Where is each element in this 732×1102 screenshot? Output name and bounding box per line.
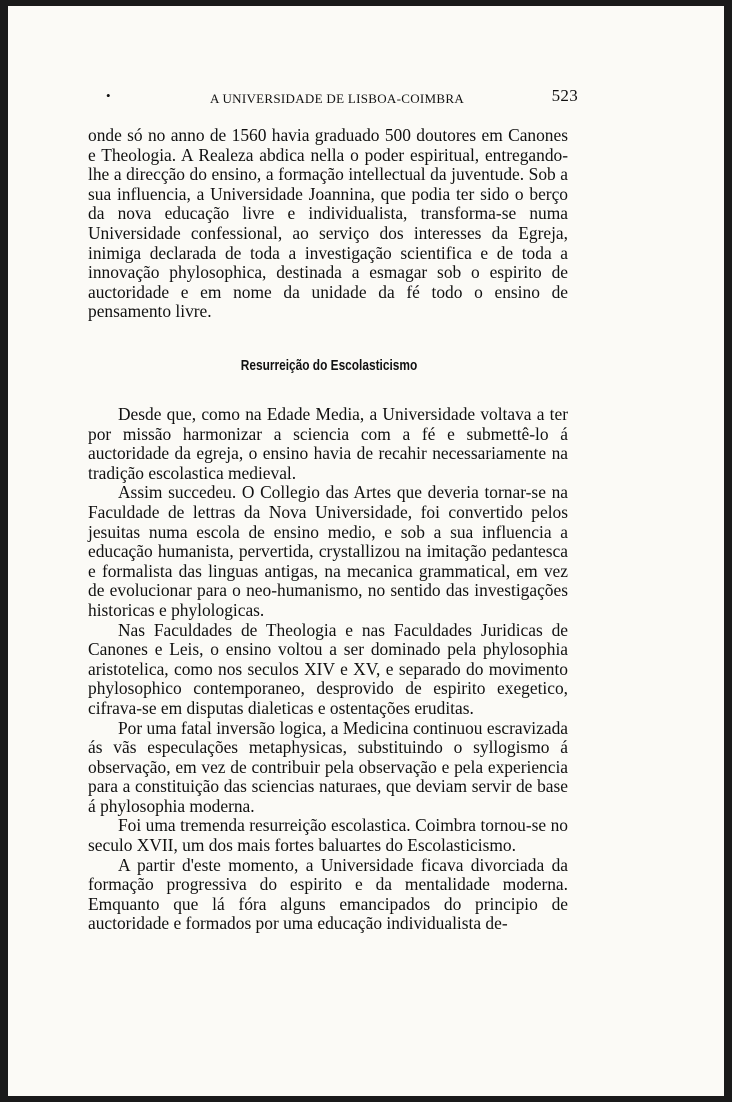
running-title: A UNIVERSIDADE DE LISBOA-COIMBRA — [209, 91, 465, 106]
page-number: 523 — [551, 86, 578, 105]
paragraph: Nas Faculdades de Theologia e nas Faculdades Juridicas de Canones e Leis, o ensino voltou a ser dominado pela phylosophia aristotelica, como nos seculos XIV e XV, e separado do movimento phylosophico contemporaneo, desprovido de espirito exegetico, cifrava-se em disputas dialeticas e ostentações eruditas. — [88, 619, 568, 718]
paragraph: Assim succedeu. O Collegio das Artes que deveria tornar-se na Faculdade de lettras da Nova Universidade, foi convertido pelos jesuitas numa escola de ensino medio, e sob a sua influencia a educação humanista, pervertida, crystallizou na imitação pedantesca e formalista das linguas antigas, na mecanica grammatical, em vez de evolucionar para o neo-humanismo, no sentido das investigações historicas e phylologicas. — [88, 482, 568, 620]
paragraph: A partir d'este momento, a Universidade ficava divorciada da formação progressiva do espirito e da mentalidade moderna. Emquanto que lá fóra alguns emancipados do principio de auctoridade e formados por uma educação individualista de- — [88, 854, 568, 934]
intro-paragraph: onde só no anno de 1560 havia graduado 500 doutores em Canones e Theologia. A Realeza abdica nella o poder espiritual, entregando-lhe a direcção do ensino, a formação intellectual da juventude. Sob a sua influencia, a Universidade Joannina, que podia ter sido o berço da nova educação livre e individualista, transforma-se numa Universidade confessional, ao serviço dos interesses da Egreja, inimiga declarada de toda a investigação scientifica e de toda a innovação phylosophica, destinada a esmagar sob o espirito de auctoridade e em nome da unidade da fé todo o ensino de pensamento livre. — [88, 125, 568, 322]
body-text — [88, 405, 568, 934]
running-header — [96, 88, 578, 112]
paragraph: Foi uma tremenda resurreição escolastica. Coimbra tornou-se no seculo XVII, um dos mais fortes baluartes do Escolasticismo. — [88, 815, 568, 856]
section-heading: Resurreição do Escolasticismo — [240, 358, 418, 374]
header-bullet: • — [106, 88, 111, 103]
paragraph: Por uma fatal inversão logica, a Medicina continuou escravizada ás vãs especulações metaphysicas, substituindo o syllogismo á observação, em vez de contribuir pela observação e pela experiencia para a constituição das sciencias naturaes, que deviam servir de base á phylosophia moderna. — [88, 717, 568, 816]
paragraph: Desde que, como na Edade Media, a Universidade voltava a ter por missão harmonizar a sciencia com a fé e submettê-lo á auctoridade da egreja, o ensino havia de recahir necessariamente na tradição escolastica medieval. — [88, 404, 568, 483]
